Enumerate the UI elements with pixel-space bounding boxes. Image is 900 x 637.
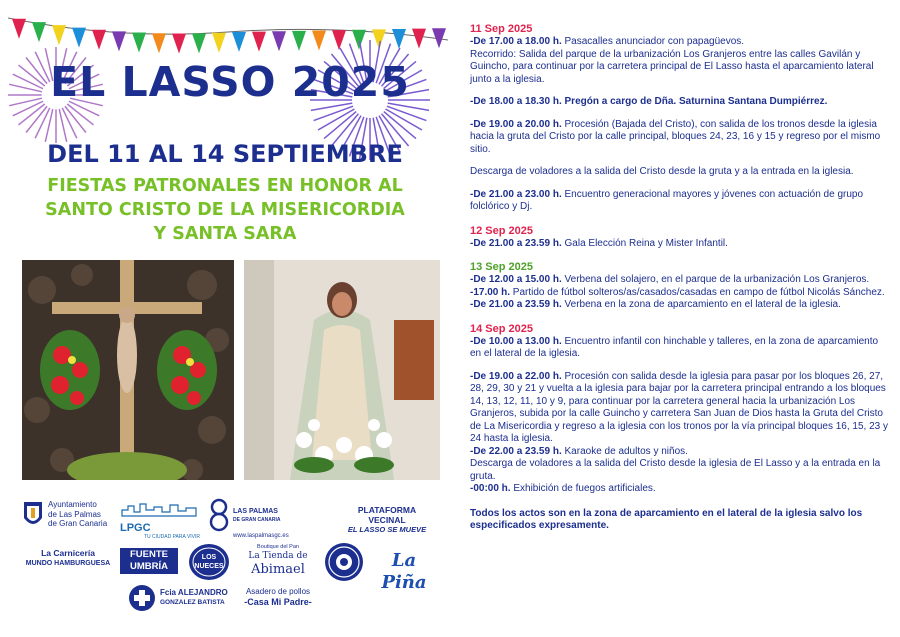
event-time: -De 19.00 a 22.00 h.: [470, 370, 562, 382]
sponsor-text: Boutique del Pan: [257, 544, 299, 550]
sponsor-text: de Las Palmas: [48, 509, 101, 519]
sponsor-text: La Carnicería: [41, 548, 95, 558]
event-text: Descarga de voladores a la salida del Cristo desde la gruta y a la entrada en la iglesia.: [470, 166, 854, 177]
sponsor-carniceria: [18, 548, 118, 568]
event-item: [470, 36, 890, 49]
event-text: Recorrido: Salida del parque de la urbanización Los Granjeros entre las calles Gavilán y Guincho, para continuar por la carretera principal de El Lasso hasta el aparcamiento lateral junto a la iglesia.: [470, 48, 874, 85]
event-text: Pasacalles anunciador con papagüevos.: [561, 36, 745, 47]
bunting-flag: [212, 33, 226, 53]
poster-title: EL LASSO 2025: [50, 58, 410, 106]
event-time: -De 18.00 a 18.30 h.: [470, 96, 562, 107]
event-item: [470, 299, 890, 312]
event-time: -De 21.00 a 23.59 h.: [470, 299, 562, 310]
event-time: -De 17.00 a 18.00 h.: [470, 36, 562, 47]
sponsor-text: PLATAFORMA: [357, 505, 417, 515]
event-text: Pregón a cargo de Dña. Saturnina Santana Dumpiérrez.: [561, 96, 828, 107]
event-text: Procesión (Bajada del Cristo), con salida de los tronos desde la iglesia hacia la gruta del Cristo por la calle principal, bloques 24, 23, 16 y 15 y regreso por el mismo sitio.: [470, 118, 881, 155]
logo-8-icon: [208, 498, 230, 532]
sponsor-plataforma: [332, 505, 442, 535]
event-text: Exhibición de fuegos artificiales.: [510, 483, 656, 494]
sponsor-text: FUENTE: [130, 549, 168, 560]
sponsor-farmacia: [128, 584, 238, 612]
sponsor-text: Abimael: [251, 562, 305, 577]
sponsor-text: VECINAL: [368, 515, 406, 525]
sponsor-text: LOS: [201, 554, 217, 561]
event-item: [470, 189, 890, 214]
sponsor-text: UMBRÍA: [130, 561, 168, 572]
event-text: Descarga de voladores a la salida del Cristo desde la iglesia de El Lasso y a la entrada en la gruta.: [470, 458, 881, 482]
event-item: [470, 287, 890, 300]
event-text: Verbena del solajero, en el parque de la urbanización Los Granjeros.: [561, 274, 870, 285]
event-text: Encuentro infantil con hinchable y talleres, en la zona de aparcamiento en el lateral de la iglesia.: [470, 335, 879, 359]
event-time: -17.00 h.: [470, 286, 511, 298]
event-time: -De 10.00 a 13.00 h.: [470, 335, 562, 347]
event-time: -00:00 h.: [470, 483, 511, 494]
photo-santa-sara: [244, 260, 440, 480]
bunting-flag: [12, 19, 26, 39]
event-item: [470, 119, 890, 157]
poster-dates: DEL 11 AL 14 SEPTIEMBRE: [47, 140, 403, 168]
program: [470, 22, 890, 533]
bunting-flag: [232, 32, 246, 52]
sponsor-text: La Tienda de: [248, 551, 308, 561]
event-text: Gala Elección Reina y Mister Infantil.: [561, 237, 728, 249]
bunting-flag: [192, 33, 206, 53]
sponsor-text: MUNDO HAMBURGUESA: [25, 560, 111, 567]
subtitle-line: Y SANTA SARA: [153, 224, 297, 244]
day-heading: 11 Sep 2025: [470, 23, 533, 35]
sponsor-text: DE GRAN CANARIA: [233, 517, 281, 523]
sponsor-seal: [322, 542, 366, 582]
photo-crucifix: [22, 260, 234, 480]
poster-subtitle: [0, 174, 450, 246]
event-item: [470, 446, 890, 459]
subtitle-line: SANTO CRISTO DE LA MISERICORDIA: [45, 200, 405, 220]
sponsor-los-nueces: [187, 542, 231, 582]
event-item: [470, 483, 890, 496]
sponsor-text: -Casa Mi Padre-: [244, 597, 312, 607]
bunting-flag: [152, 33, 166, 53]
day-heading: 13 Sep 2025: [470, 261, 533, 273]
subtitle-line: FIESTAS PATRONALES EN HONOR AL: [47, 176, 403, 196]
day-heading: 12 Sep 2025: [470, 224, 533, 237]
sponsor-text: LPGC: [120, 522, 151, 534]
event-text: Partido de fútbol solteros/as/casados/casadas en campo de fútbol Nicolás Sánchez.: [510, 286, 885, 298]
event-time: -De 12.00 a 15.00 h.: [470, 274, 562, 285]
sponsor-text: LAS PALMAS: [233, 508, 278, 515]
skyline-icon: [120, 500, 198, 518]
sponsor-text: Ayuntamiento: [48, 500, 97, 509]
sponsor-lpgc: [118, 500, 200, 540]
sponsor-text: de Gran Canaria: [48, 519, 108, 528]
sponsor-web: www.laspalmasgc.es: [233, 533, 289, 539]
sponsor-fuente-umbria: [120, 548, 178, 574]
event-item: [470, 458, 890, 483]
sponsor-laspalmas: [208, 498, 303, 540]
event-item: [470, 371, 890, 446]
bunting-flag: [132, 33, 146, 53]
crest-icon: [22, 500, 44, 530]
bunting-flag: [172, 34, 186, 54]
sponsor-text: TU CIUDAD PARA VIVIR: [143, 534, 200, 540]
event-time: -De 19.00 a 20.00 h.: [470, 118, 562, 130]
event-time: -De 21.00 a 23.59 h.: [470, 237, 562, 249]
event-item: [470, 336, 890, 361]
event-item: [470, 96, 890, 109]
event-text: Procesión con salida desde la iglesia para pasar por los bloques 26, 27, 28, 29, 30 y 21 y vuelta a la iglesia para bajar por la carretera principal entrando a los bloques 14, 13, 12, 11, 10 y 9, para continuar por la carretera general hacia la urbanización Los Granjeros, subida por la calle Guincho y carretera San Juan de Dios hasta la Gruta del Cristo de La Misericordia y regreso a la iglesia con los tronos por la vía principal bloques 16, 15, 23 y 24 hasta la iglesia.: [470, 370, 889, 444]
day-heading: 14 Sep 2025: [470, 322, 533, 335]
event-text: Encuentro generacional mayores y jóvenes con actuación de grupo folclórico y Dj.: [470, 188, 864, 212]
sponsor-text: Asadero de pollos: [245, 587, 311, 596]
event-item: [470, 238, 890, 251]
sponsor-ayuntamiento: [22, 500, 122, 530]
pharmacy-cross-icon: [128, 584, 156, 612]
event-text: Verbena en la zona de aparcamiento en el lateral de la iglesia.: [561, 299, 841, 310]
sponsor-tienda-abimael: [238, 544, 318, 577]
event-item: [470, 166, 890, 179]
seal-icon: [322, 542, 366, 582]
sponsor-text: GONZALEZ BATISTA: [160, 599, 225, 606]
sponsor-la-pina: La Piña: [381, 550, 427, 593]
program-footer: Todos los actos son en la zona de aparcamiento en el lateral de la iglesia salvo los especificados expresamente.: [470, 507, 863, 531]
event-item: [470, 274, 890, 287]
event-item: [470, 49, 890, 87]
sponsor-text: EL LASSO SE MUEVE: [347, 525, 427, 534]
event-time: -De 21.00 a 23.00 h.: [470, 188, 562, 200]
sponsor-asadero: [238, 587, 318, 608]
event-time: -De 22.00 a 23.59 h.: [470, 445, 562, 457]
sponsor-text: NUECES: [194, 563, 224, 570]
event-text: Karaoke de adultos y niños.: [561, 445, 688, 457]
sponsor-text: Fcia ALEJANDRO: [160, 588, 228, 597]
day-events: [470, 36, 890, 214]
